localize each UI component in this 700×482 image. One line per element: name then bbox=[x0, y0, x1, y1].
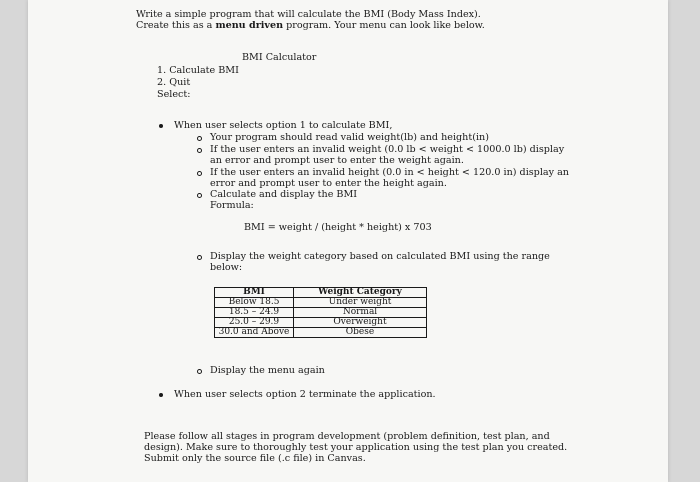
display-menu-again: Display the menu again bbox=[210, 365, 325, 376]
option1-heading: When user selects option 1 to calculate BMI, bbox=[174, 120, 393, 131]
bullet-icon bbox=[159, 124, 163, 128]
footer-line-1: Please follow all stages in program development (problem definition, test plan, and bbox=[144, 431, 550, 442]
table-cell: Below 18.5 bbox=[215, 298, 294, 308]
option1-item-read: Your program should read valid weight(lb) and height(in) bbox=[210, 132, 489, 143]
table-row bbox=[215, 308, 427, 318]
intro-line-2-pre: Create this as a bbox=[136, 20, 216, 31]
circle-bullet-icon bbox=[197, 255, 202, 260]
table-cell: 25.0 – 29.9 bbox=[215, 318, 294, 328]
table-row bbox=[215, 298, 427, 308]
table-cell: Overweight bbox=[294, 318, 427, 328]
intro-line-2-bold: menu driven bbox=[215, 20, 284, 31]
display-category-line-1: Display the weight category based on calculated BMI using the range bbox=[210, 251, 550, 262]
menu-select-prompt: Select: bbox=[157, 89, 191, 100]
circle-bullet-icon bbox=[197, 136, 202, 141]
table-cell: Under weight bbox=[294, 298, 427, 308]
intro-line-1: Write a simple program that will calculate the BMI (Body Mass Index). bbox=[136, 9, 481, 20]
bmi-category-table bbox=[214, 287, 427, 338]
table-row bbox=[215, 328, 427, 338]
circle-bullet-icon bbox=[197, 369, 202, 374]
bullet-icon bbox=[159, 393, 163, 397]
table-cell: 30.0 and Above bbox=[215, 328, 294, 338]
display-category-line-2: below: bbox=[210, 262, 243, 273]
menu-option-2: 2. Quit bbox=[157, 77, 191, 88]
table-cell: Obese bbox=[294, 328, 427, 338]
menu-option-1: 1. Calculate BMI bbox=[157, 65, 239, 76]
option1-item-weight-cont: an error and prompt user to enter the weight again. bbox=[210, 155, 464, 166]
circle-bullet-icon bbox=[197, 193, 202, 198]
table-header-cell: Weight Category bbox=[294, 288, 427, 298]
table-cell: 18.5 – 24.9 bbox=[215, 308, 294, 318]
bmi-formula: BMI = weight / (height * height) x 703 bbox=[244, 222, 432, 233]
intro-line-2-post: program. Your menu can look like below. bbox=[283, 20, 485, 31]
option1-item-weight: If the user enters an invalid weight (0.0 lb < weight < 1000.0 lb) display bbox=[210, 144, 565, 155]
table-header-row bbox=[215, 288, 427, 298]
option1-item-height-cont: error and prompt user to enter the height again. bbox=[210, 178, 447, 189]
document-page bbox=[28, 0, 668, 482]
table-row bbox=[215, 318, 427, 328]
circle-bullet-icon bbox=[197, 148, 202, 153]
intro-line-2 bbox=[136, 20, 485, 31]
option1-item-calc: Calculate and display the BMI bbox=[210, 189, 358, 200]
option1-item-height: If the user enters an invalid height (0.0 in < height < 120.0 in) display an bbox=[210, 167, 569, 178]
table-header-cell: BMI bbox=[215, 288, 294, 298]
table-cell: Normal bbox=[294, 308, 427, 318]
formula-label: Formula: bbox=[210, 200, 254, 211]
option2-heading: When user selects option 2 terminate the application. bbox=[174, 389, 436, 400]
circle-bullet-icon bbox=[197, 171, 202, 176]
footer-line-2: design). Make sure to thoroughly test your application using the test plan you created. bbox=[144, 442, 568, 453]
footer-line-3: Submit only the source file (.c file) in Canvas. bbox=[144, 453, 366, 464]
menu-title: BMI Calculator bbox=[242, 52, 317, 63]
